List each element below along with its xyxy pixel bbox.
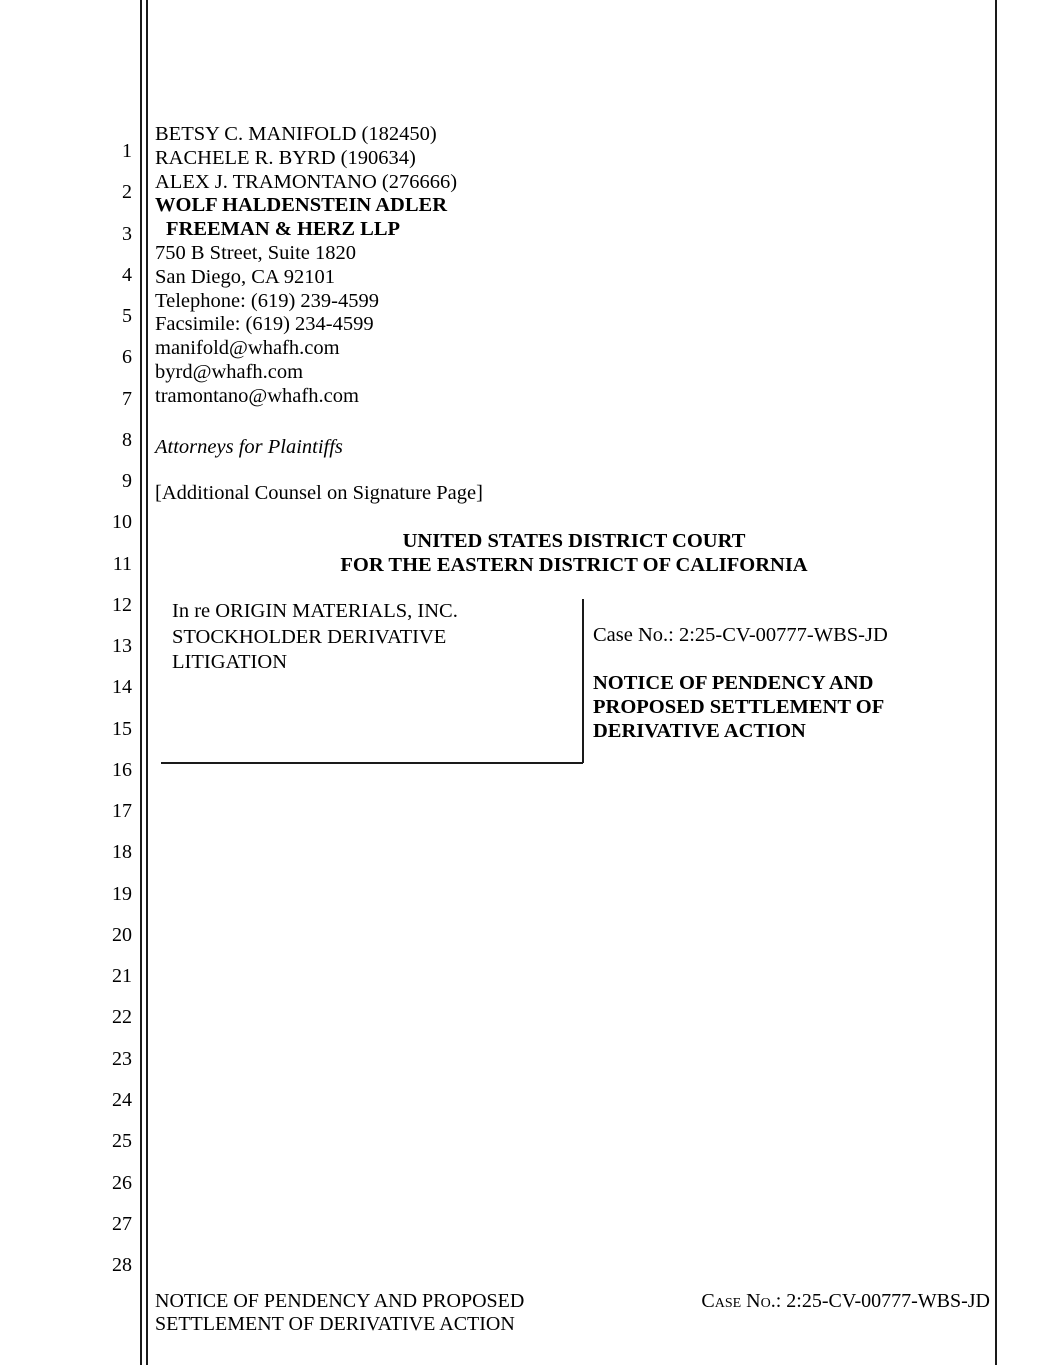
line-number: 2 [122,181,132,204]
attorney-email: manifold@whafh.com [155,337,340,360]
left-rule-outer [140,0,142,1365]
line-number: 3 [122,222,132,245]
footer-title-line: NOTICE OF PENDENCY AND PROPOSED [155,1290,525,1312]
attorney-name: RACHELE R. BYRD (190634) [155,146,416,169]
line-number: 27 [112,1212,132,1235]
caption-bottom-line [161,762,583,764]
line-number: 26 [112,1171,132,1194]
court-name: UNITED STATES DISTRICT COURT [402,530,746,552]
line-number: 17 [112,800,132,823]
left-rule-inner [146,0,148,1365]
line-number: 11 [112,552,132,575]
line-number: 16 [112,758,132,781]
case-name-line: STOCKHOLDER DERIVATIVE [172,625,447,648]
line-number: 15 [112,717,132,740]
line-number: 9 [122,470,132,493]
firm-address-street: 750 B Street, Suite 1820 [155,241,357,264]
document-title-line: NOTICE OF PENDENCY AND [593,672,874,694]
footer-case-number: Case No.: 2:25-CV-00777-WBS-JD [701,1290,990,1312]
court-district: FOR THE EASTERN DISTRICT OF CALIFORNIA [340,554,808,576]
line-number: 4 [122,263,132,286]
document-title-line: PROPOSED SETTLEMENT OF [593,696,885,718]
additional-counsel-note: [Additional Counsel on Signature Page] [155,482,483,504]
footer-document-title [155,1290,524,1336]
caption-divider-line [582,599,584,763]
document-title-line: DERIVATIVE ACTION [593,720,806,742]
case-number: Case No.: 2:25-CV-00777-WBS-JD [593,624,888,646]
case-name-line: LITIGATION [172,651,287,673]
line-number: 10 [112,511,132,534]
line-number: 8 [122,428,132,451]
line-number: 14 [112,676,132,699]
line-number: 25 [112,1130,132,1153]
case-name-line: In re ORIGIN MATERIALS, INC. [172,600,458,622]
attorneys-for-plaintiffs-note: Attorneys for Plaintiffs [155,436,343,458]
court-heading [155,529,993,577]
line-number: 1 [122,140,132,162]
footer-title-line: SETTLEMENT OF DERIVATIVE ACTION [155,1313,515,1335]
line-number: 18 [112,841,132,864]
line-number: 24 [112,1088,132,1111]
caption-case-name [172,599,458,676]
line-number: 21 [112,965,132,988]
line-number: 22 [112,1006,132,1029]
line-number: 28 [112,1254,132,1277]
line-number: 13 [112,635,132,658]
attorney-block [155,123,457,409]
firm-telephone: Telephone: (619) 239-4599 [155,289,380,312]
line-number: 12 [112,593,132,616]
firm-name-line1: WOLF HALDENSTEIN ADLER [155,194,447,217]
document-title [593,671,884,743]
attorney-name: ALEX J. TRAMONTANO (276666) [155,170,458,193]
line-number: 19 [112,882,132,905]
firm-facsimile: Facsimile: (619) 234-4599 [155,313,374,336]
attorney-email: tramontano@whafh.com [155,384,359,407]
attorney-name: BETSY C. MANIFOLD (182450) [155,123,437,145]
firm-address-city: San Diego, CA 92101 [155,265,335,288]
attorney-email: byrd@whafh.com [155,360,304,383]
right-rule [995,0,997,1365]
line-number: 23 [112,1047,132,1070]
line-number: 6 [122,346,132,369]
firm-name-line2: FREEMAN & HERZ LLP [166,218,401,241]
line-number: 7 [122,387,132,410]
line-number: 5 [122,305,132,328]
line-number: 20 [112,923,132,946]
